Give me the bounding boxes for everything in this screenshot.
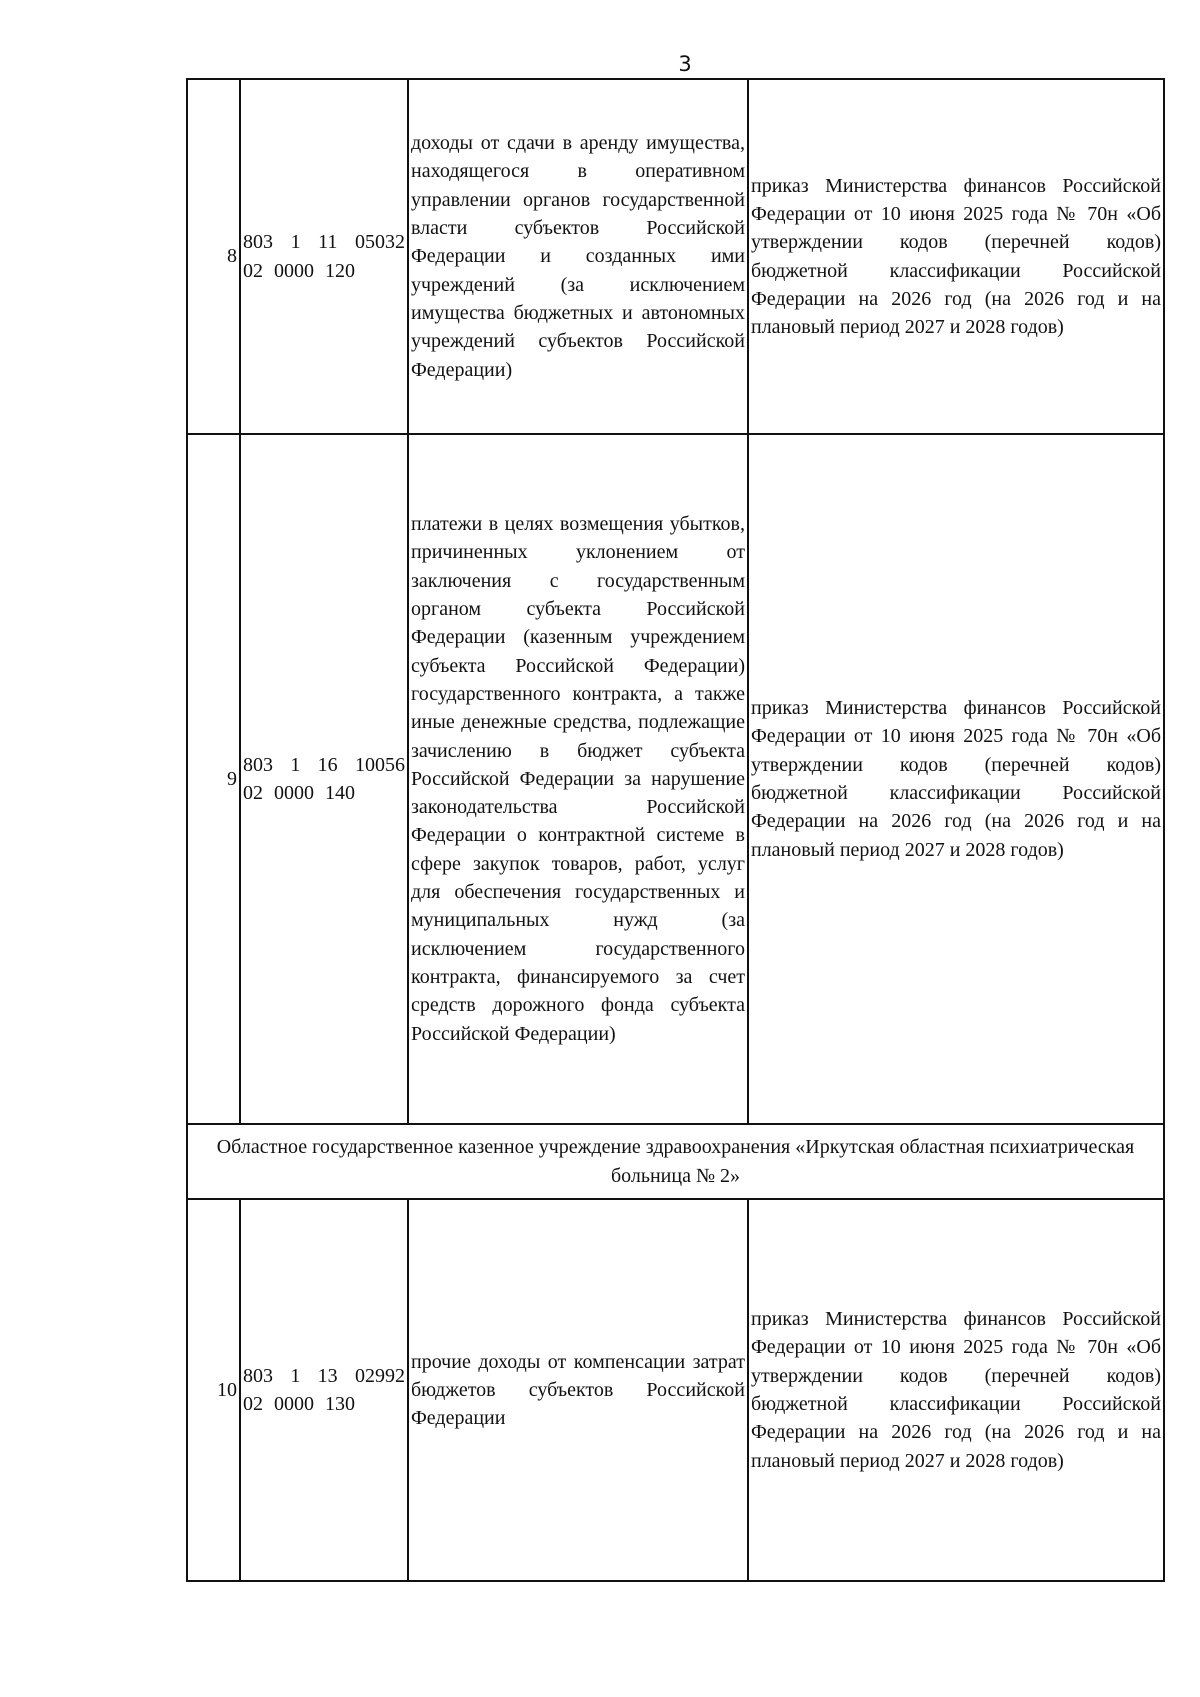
budget-code: 803 1 13 02992 02 0000 130 (240, 1199, 408, 1581)
table-row (187, 1199, 1164, 1581)
legal-basis: приказ Министерства финансов Российской Федерации от 10 июня 2025 года № 70н «Об утверждении кодов (перечней кодов) бюджетной классификации Российской Федерации на 2026 год (на 2026 год и на плановый период 2027 и 2028 годов) (748, 1199, 1164, 1581)
row-number: 10 (187, 1199, 240, 1581)
row-number: 8 (187, 79, 240, 434)
income-description: доходы от сдачи в аренду имущества, находящегося в оперативном управлении органов государственной власти субъектов Российской Федерации и созданных ими учреждений (за исключением имущества бюджетных и автономных учреждений субъектов Российской Федерации) (408, 79, 748, 434)
section-header: Областное государственное казенное учреждение здравоохранения «Иркутская областная психиатрическая больница № 2» (187, 1124, 1164, 1199)
page-number: 3 (678, 52, 692, 76)
legal-basis: приказ Министерства финансов Российской Федерации от 10 июня 2025 года № 70н «Об утверждении кодов (перечней кодов) бюджетной классификации Российской Федерации на 2026 год (на 2026 год и на плановый период 2027 и 2028 годов) (748, 79, 1164, 434)
income-description: платежи в целях возмещения убытков, причиненных уклонением от заключения с государственным органом субъекта Российской Федерации (казенным учреждением субъекта Российской Федерации) государственного контракта, а также иные денежные средства, подлежащие зачислению в бюджет субъекта Российской Федерации за нарушение законодательства Российской Федерации о контрактной системе в сфере закупок товаров, работ, услуг для обеспечения государственных и муниципальных нужд (за исключением государственного контракта, финансируемого за счет средств дорожного фонда субъекта Российской Федерации) (408, 434, 748, 1124)
budget-code: 803 1 16 10056 02 0000 140 (240, 434, 408, 1124)
table-row (187, 79, 1164, 434)
row-number: 9 (187, 434, 240, 1124)
income-description: прочие доходы от компенсации затрат бюджетов субъектов Российской Федерации (408, 1199, 748, 1581)
table-row (187, 434, 1164, 1124)
income-codes-table (186, 78, 1165, 1582)
legal-basis: приказ Министерства финансов Российской Федерации от 10 июня 2025 года № 70н «Об утверждении кодов (перечней кодов) бюджетной классификации Российской Федерации на 2026 год (на 2026 год и на плановый период 2027 и 2028 годов) (748, 434, 1164, 1124)
budget-code: 803 1 11 05032 02 0000 120 (240, 79, 408, 434)
section-row (187, 1124, 1164, 1199)
